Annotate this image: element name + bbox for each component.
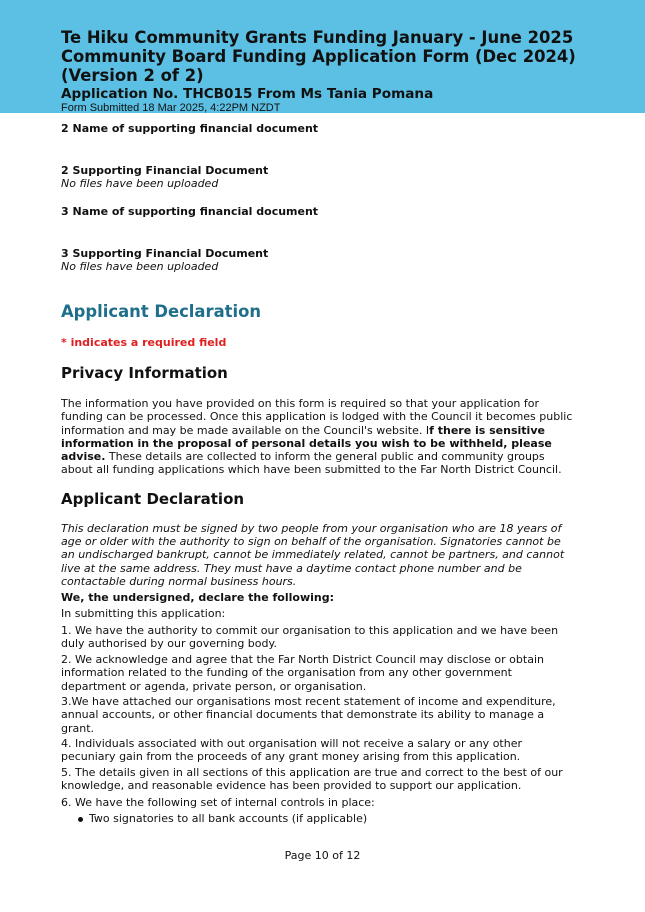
declaration-item-2: 2. We acknowledge and agree that the Far North District Council may disclose or obtain information related to the funding of the organisation from any other government department or agenda, private person, or organisation. (61, 653, 544, 693)
declaration-item-5: 5. The details given in all sections of this application are true and correct to the best of our knowledge, and reasonable evidence has been provided to support our application. (61, 766, 563, 793)
declaration-item-3: 3.We have attached our organisations most recent statement of income and expenditure, annual accounts, or other financial documents that demonstrate its ability to manage a grant. (61, 695, 556, 735)
application-number: Application No. THCB015 From Ms Tania Pomana (61, 86, 434, 102)
privacy-text (61, 397, 577, 477)
doc2-file-label: 2 Supporting Financial Document (61, 164, 269, 177)
page-number: Page 10 of 12 (284, 849, 361, 862)
declaration-item-6: 6. We have the following set of internal controls in place: (61, 796, 375, 809)
declaration-intro: This declaration must be signed by two people from your organisation who are 18 years of age or older with the authority to sign on behalf of the organisation. Signatories cannot be an undischarged bankrupt, cannot be immediately related, cannot be partners, and cannot live at the same address. They must have a daytime contact phone number and be contactable during normal business hours. (61, 522, 565, 588)
privacy-text-part1: The information you have provided on this form is required so that your application for funding can be processed. Once this application is lodged with the Council it becomes public information and may be made available on the Council's website. I (61, 397, 573, 437)
declare-heading: We, the undersigned, declare the following: (61, 591, 334, 604)
privacy-text-part2: These details are collected to inform the general public and community groups about all funding applications which have been submitted to the Far North District Council. (61, 450, 562, 477)
doc3-name-label: 3 Name of supporting financial document (61, 205, 319, 218)
submitted-date: Form Submitted 18 Mar 2025, 4:22PM NZDT (61, 102, 281, 114)
page-header (0, 0, 645, 113)
control-bullet (61, 812, 577, 825)
form-title: Te Hiku Community Grants Funding January - June 2025 Community Board Funding Application Form (Dec 2024) (Version 2 of 2) (61, 28, 576, 85)
section-title: Applicant Declaration (61, 302, 262, 321)
privacy-text-bold: f there is sensitive information in the proposal of personal details you wish to be withheld, please advise. (61, 423, 552, 464)
doc2-name-label: 2 Name of supporting financial document (61, 122, 319, 135)
privacy-title: Privacy Information (61, 364, 228, 382)
bullet-dot-icon (78, 817, 83, 822)
in-submitting: In submitting this application: (61, 607, 226, 620)
declaration-title: Applicant Declaration (61, 490, 245, 508)
declaration-item-4: 4. Individuals associated with out organisation will not receive a salary or any other pecuniary gain from the proceeds of any grant money arising from this application. (61, 737, 522, 764)
doc2-file-status: No files have been uploaded (61, 177, 219, 190)
required-note: * indicates a required field (61, 336, 227, 349)
declaration-item-1: 1. We have the authority to commit our organisation to this application and we have been duly authorised by our governing body. (61, 624, 559, 651)
doc3-file-label: 3 Supporting Financial Document (61, 247, 269, 260)
control-bullet-text: Two signatories to all bank accounts (if applicable) (89, 812, 368, 825)
doc3-file-status: No files have been uploaded (61, 260, 219, 273)
